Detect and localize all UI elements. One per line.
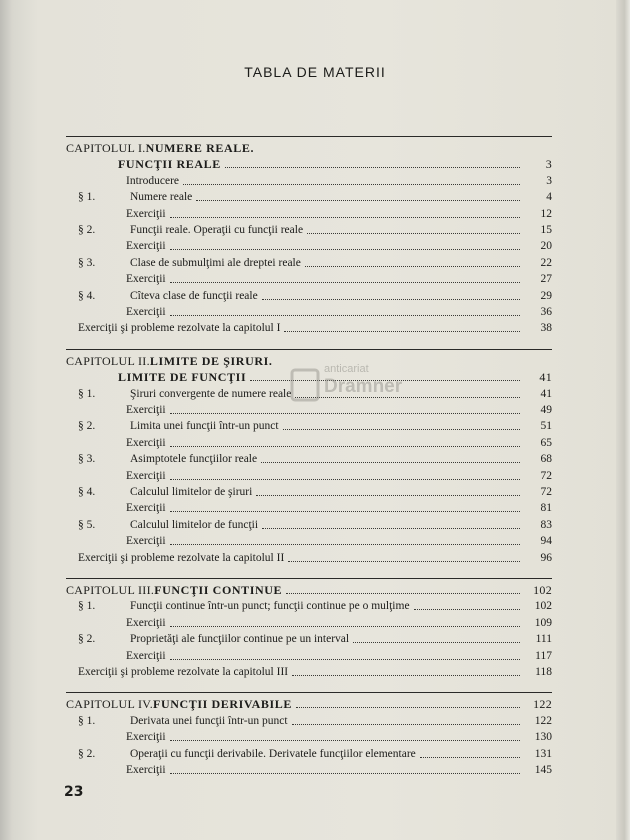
section-number: § 5. (78, 518, 96, 531)
dot-leader (262, 528, 520, 529)
toc-entry (66, 631, 552, 647)
toc-entry (66, 746, 552, 762)
entry-label: Introducere (126, 174, 179, 187)
dot-leader (288, 561, 520, 562)
entry-label: Exerciţii şi probleme rezolvate la capitolul II (78, 551, 285, 564)
toc-entry (66, 271, 552, 287)
chapter-heading (66, 140, 552, 156)
dot-leader (170, 740, 520, 741)
entry-label: Şiruri convergente de numere reale (130, 387, 292, 400)
watermark-logo (290, 350, 410, 420)
toc-problems (66, 664, 552, 680)
entry-label: Cîteva clase de funcţii reale (130, 289, 258, 302)
chapter-name: NUMERE REALE. (145, 141, 255, 155)
toc-page: 68 (540, 453, 552, 466)
toc-page: 122 (534, 714, 552, 727)
toc-entry (66, 517, 552, 533)
entry-label: Exerciţii (126, 436, 166, 449)
entry-label: Exerciţii (126, 535, 166, 548)
toc-page: 118 (535, 666, 552, 678)
section-number: § 2. (78, 224, 96, 236)
toc-page: 83 (540, 518, 552, 531)
chapter-label: CAPITOLUL III. (66, 583, 155, 597)
toc-entry (66, 615, 552, 631)
toc-page: 3 (545, 157, 552, 172)
entry-label: Exerciţii (126, 764, 166, 776)
page-title: TABLA DE MATERII (244, 64, 386, 80)
section-number: § 2. (78, 420, 96, 433)
toc-page: 27 (540, 273, 552, 286)
toc-page: 72 (540, 486, 552, 498)
toc-page: 20 (540, 240, 552, 253)
section-number: § 2. (78, 633, 96, 646)
toc-entry (66, 418, 552, 434)
chapter-rule (66, 578, 552, 579)
toc-page: 122 (533, 697, 552, 712)
entry-label: Exerciţii (126, 502, 166, 515)
chapter-name: FUNCŢII CONTINUE (154, 583, 283, 597)
dot-leader (261, 462, 520, 463)
toc-page: 41 (539, 370, 552, 385)
toc-entry (66, 533, 552, 549)
dot-leader (196, 200, 520, 201)
chapter-name: FUNCŢII DERIVABILE (153, 697, 292, 712)
toc-entry (66, 648, 552, 664)
entry-label: Proprietăţi ale funcţiilor continue pe un interval (130, 633, 350, 646)
toc-page: 22 (540, 256, 552, 269)
section-number: § 1. (78, 387, 96, 400)
dot-leader (283, 429, 520, 430)
toc-page: 130 (534, 731, 552, 744)
chapter-name-cont: LIMITE DE FUNCŢII (118, 370, 247, 385)
chapter-name: LIMITE DE ŞIRURI. (149, 353, 273, 368)
dot-leader (305, 266, 520, 267)
entry-label: Exerciţii (126, 306, 166, 318)
toc-page: 102 (533, 583, 552, 597)
entry-label: Exerciţii (126, 731, 166, 744)
chapter-label: CAPITOLUL I. (66, 141, 146, 155)
dot-leader (262, 299, 520, 300)
toc-entry (66, 713, 552, 729)
toc-page: 94 (540, 535, 552, 548)
toc-page: 49 (540, 404, 552, 416)
toc-page: 12 (540, 207, 552, 220)
dot-leader (170, 446, 520, 447)
toc-entry (66, 451, 552, 467)
entry-label: Calculul limitelor de şiruri (130, 486, 253, 498)
entry-label: Asimptotele funcţiilor reale (130, 453, 258, 466)
section-number: § 3. (78, 256, 96, 269)
toc-entry (66, 435, 552, 451)
dot-leader (353, 642, 520, 643)
dot-leader (225, 167, 520, 168)
toc-page: 145 (534, 764, 552, 776)
section-number: § 2. (78, 747, 96, 760)
toc-page: 131 (534, 747, 552, 760)
chapter-heading-cont (66, 156, 552, 172)
section-number: § 1. (78, 600, 96, 613)
dot-leader (292, 675, 520, 676)
toc-page: 81 (540, 502, 552, 515)
page-number: 23 (64, 784, 84, 800)
entry-label: Calculul limitelor de funcţii (130, 518, 259, 531)
toc-page: 96 (540, 551, 552, 564)
page-edge (616, 0, 630, 840)
toc-page: 15 (540, 224, 552, 236)
dot-leader (170, 282, 520, 283)
chapter-rule (66, 692, 552, 693)
toc-problems (66, 550, 552, 566)
toc-entry (66, 206, 552, 222)
section-number: § 4. (78, 289, 96, 302)
dot-leader (292, 724, 520, 725)
dot-leader (170, 511, 520, 512)
watermark-text-main: Dramner (324, 376, 403, 397)
dot-leader (170, 249, 520, 250)
dot-leader (296, 707, 520, 708)
toc-entry (66, 222, 552, 238)
section-number: § 4. (78, 486, 96, 498)
entry-label: Exerciţii (126, 404, 166, 416)
section-number: § 3. (78, 453, 96, 466)
toc-entry (66, 468, 552, 484)
entry-label: Derivata unei funcţii într-un punct (130, 714, 288, 727)
entry-label: Exerciţii (126, 240, 166, 253)
toc-page: 117 (535, 649, 552, 662)
entry-label: Limita unei funcţii într-un punct (130, 420, 279, 433)
section-number: § 1. (78, 714, 96, 727)
toc-entry (66, 598, 552, 614)
toc-entry (66, 762, 552, 778)
dot-leader (256, 495, 520, 496)
toc-page: 102 (534, 600, 552, 613)
chapter-rule (66, 136, 552, 137)
entry-label: Exerciţii şi probleme rezolvate la capitolul I (78, 322, 281, 335)
dot-leader (420, 757, 520, 758)
dot-leader (170, 626, 520, 627)
toc-page: 38 (540, 322, 552, 335)
dot-leader (286, 593, 520, 594)
entry-label: Exerciţii (126, 649, 166, 662)
chapter-label: CAPITOLUL IV. (66, 697, 154, 712)
toc-page: 65 (540, 436, 552, 449)
toc-page: 41 (540, 387, 552, 400)
toc-entry (66, 238, 552, 254)
dot-leader (170, 544, 520, 545)
entry-label: Operaţii cu funcţii derivabile. Derivatele funcţiilor elementare (130, 747, 416, 760)
toc-entry (66, 729, 552, 745)
chapter-heading (66, 582, 552, 598)
toc-entry (66, 484, 552, 500)
chapter-label: CAPITOLUL II. (66, 353, 150, 368)
toc-page: 36 (540, 306, 552, 318)
toc-entry (66, 500, 552, 516)
toc-entry (66, 173, 552, 189)
dot-leader (183, 184, 520, 185)
entry-label: Clase de submulţimi ale dreptei reale (130, 256, 301, 269)
toc-entry (66, 304, 552, 320)
entry-label: Funcţii reale. Operaţii cu funcţii reale (130, 224, 304, 236)
chapter-name-cont: FUNCŢII REALE (118, 157, 221, 172)
toc-page: 72 (540, 469, 552, 482)
toc-entry (66, 288, 552, 304)
toc-page: 111 (535, 633, 552, 646)
toc-entry (66, 189, 552, 205)
entry-label: Funcţii continue într-un punct; funcţii continue pe o mulţime (130, 600, 410, 613)
entry-label: Exerciţii (126, 469, 166, 482)
toc-page: 3 (546, 174, 552, 187)
dot-leader (284, 331, 520, 332)
dot-leader (170, 659, 520, 660)
watermark-text-top: anticariat (324, 363, 369, 375)
dot-leader (170, 315, 520, 316)
toc-problems (66, 320, 552, 336)
toc-page: 4 (546, 191, 552, 204)
toc-entry (66, 255, 552, 271)
entry-label: Exerciţii (126, 207, 166, 220)
dot-leader (307, 233, 520, 234)
section-number: § 1. (78, 191, 96, 204)
chapter-heading (66, 696, 552, 712)
entry-label: Exerciţii (126, 616, 166, 629)
entry-label: Exerciţii (126, 273, 166, 286)
toc-page: 29 (540, 289, 552, 302)
dot-leader (170, 773, 520, 774)
entry-label: Exerciţii şi probleme rezolvate la capitolul III (78, 666, 289, 678)
entry-label: Numere reale (130, 191, 193, 204)
toc-page: 109 (534, 616, 552, 629)
dot-leader (414, 609, 520, 610)
dot-leader (170, 217, 520, 218)
dot-leader (170, 479, 520, 480)
toc-page: 51 (540, 420, 552, 433)
